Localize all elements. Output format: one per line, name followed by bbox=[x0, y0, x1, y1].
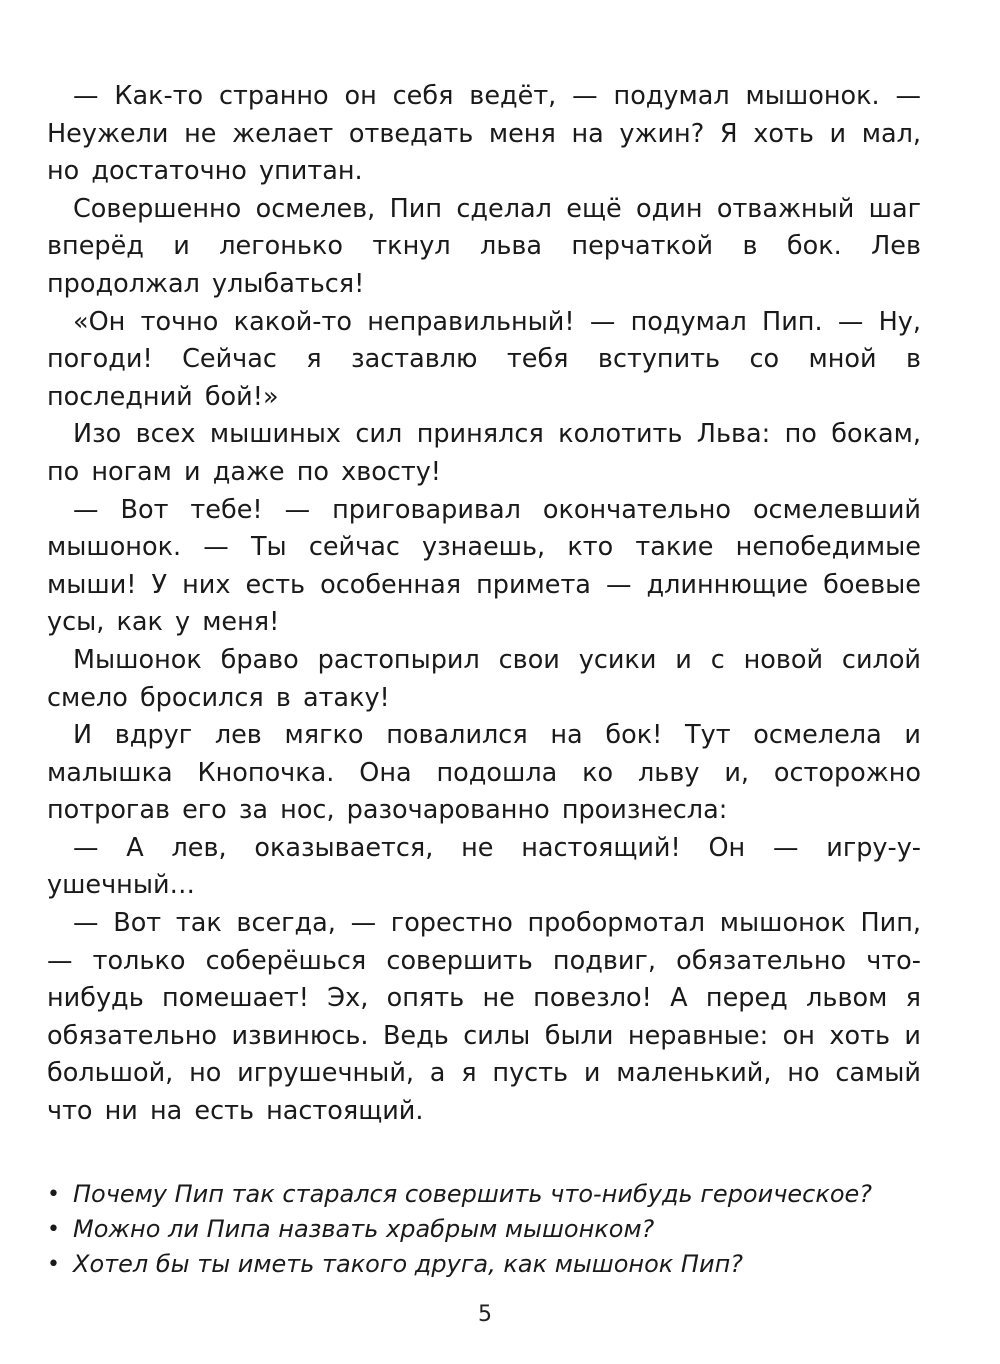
question-item bbox=[47, 1212, 921, 1247]
story-paragraph: — Вот тебе! — приговаривал окончательно осмелевший мышонок. — Ты сейчас узнаешь, кто такие непобедимые мыши! У них есть особенная примета — длиннющие боевые усы, как у меня! bbox=[47, 494, 921, 638]
bullet-icon: • bbox=[47, 1251, 60, 1277]
bullet-icon: • bbox=[47, 1181, 60, 1207]
story-paragraph: — Вот так всегда, — горестно пробормотал мышонок Пип, — только соберёшься совершить подвиг, обязательно что-нибудь помешает! Эх, опять не повезло! А перед львом я обязательно извинюсь. Ведь силы были неравные: он хоть и большой, но игрушечный, а я пусть и маленький, но самый что ни на есть настоящий. bbox=[47, 908, 921, 1127]
story-paragraph: Мышонок браво растопырил свои усики и с новой силой смело бросился в атаку! bbox=[47, 644, 921, 713]
question-text: Можно ли Пипа назвать храбрым мышонком? bbox=[73, 1214, 655, 1243]
story-paragraph: Изо всех мышиных сил принялся колотить Льва: по бокам, по ногам и даже по хвосту! bbox=[47, 419, 921, 487]
questions-list bbox=[47, 1177, 921, 1282]
bullet-icon: • bbox=[47, 1216, 60, 1242]
story-text bbox=[47, 78, 921, 1131]
story-paragraph: — Как-то странно он себя ведёт, — подумал мышонок. — Неужели не желает отведать меня на ужин? Я хоть и мал, но достаточно упитан. bbox=[47, 81, 921, 187]
question-item bbox=[47, 1247, 921, 1282]
page-number: 5 bbox=[478, 1302, 492, 1327]
question-text: Хотел бы ты иметь такого друга, как мышонок Пип? bbox=[73, 1249, 743, 1278]
page-content bbox=[47, 78, 921, 1306]
story-paragraph: Совершенно осмелев, Пип сделал ещё один отважный шаг вперёд и легонько ткнул льва перчаткой в бок. Лев продолжал улыбаться! bbox=[47, 193, 921, 299]
story-paragraph: И вдруг лев мягко повалился на бок! Тут осмелела и малышка Кнопочка. Она подошла ко льву и, осторожно потрогав его за нос, разочарованно произнесла: bbox=[47, 720, 921, 826]
question-text: Почему Пип так старался совершить что-нибудь героическое? bbox=[73, 1179, 873, 1208]
story-paragraph: «Он точно какой-то неправильный! — подумал Пип. — Ну, погоди! Сейчас я заставлю тебя вступить со мной в последний бой!» bbox=[47, 306, 921, 412]
question-item bbox=[47, 1177, 921, 1212]
story-paragraph: — А лев, оказывается, не настоящий! Он — игру-у-ушечный… bbox=[47, 832, 921, 901]
